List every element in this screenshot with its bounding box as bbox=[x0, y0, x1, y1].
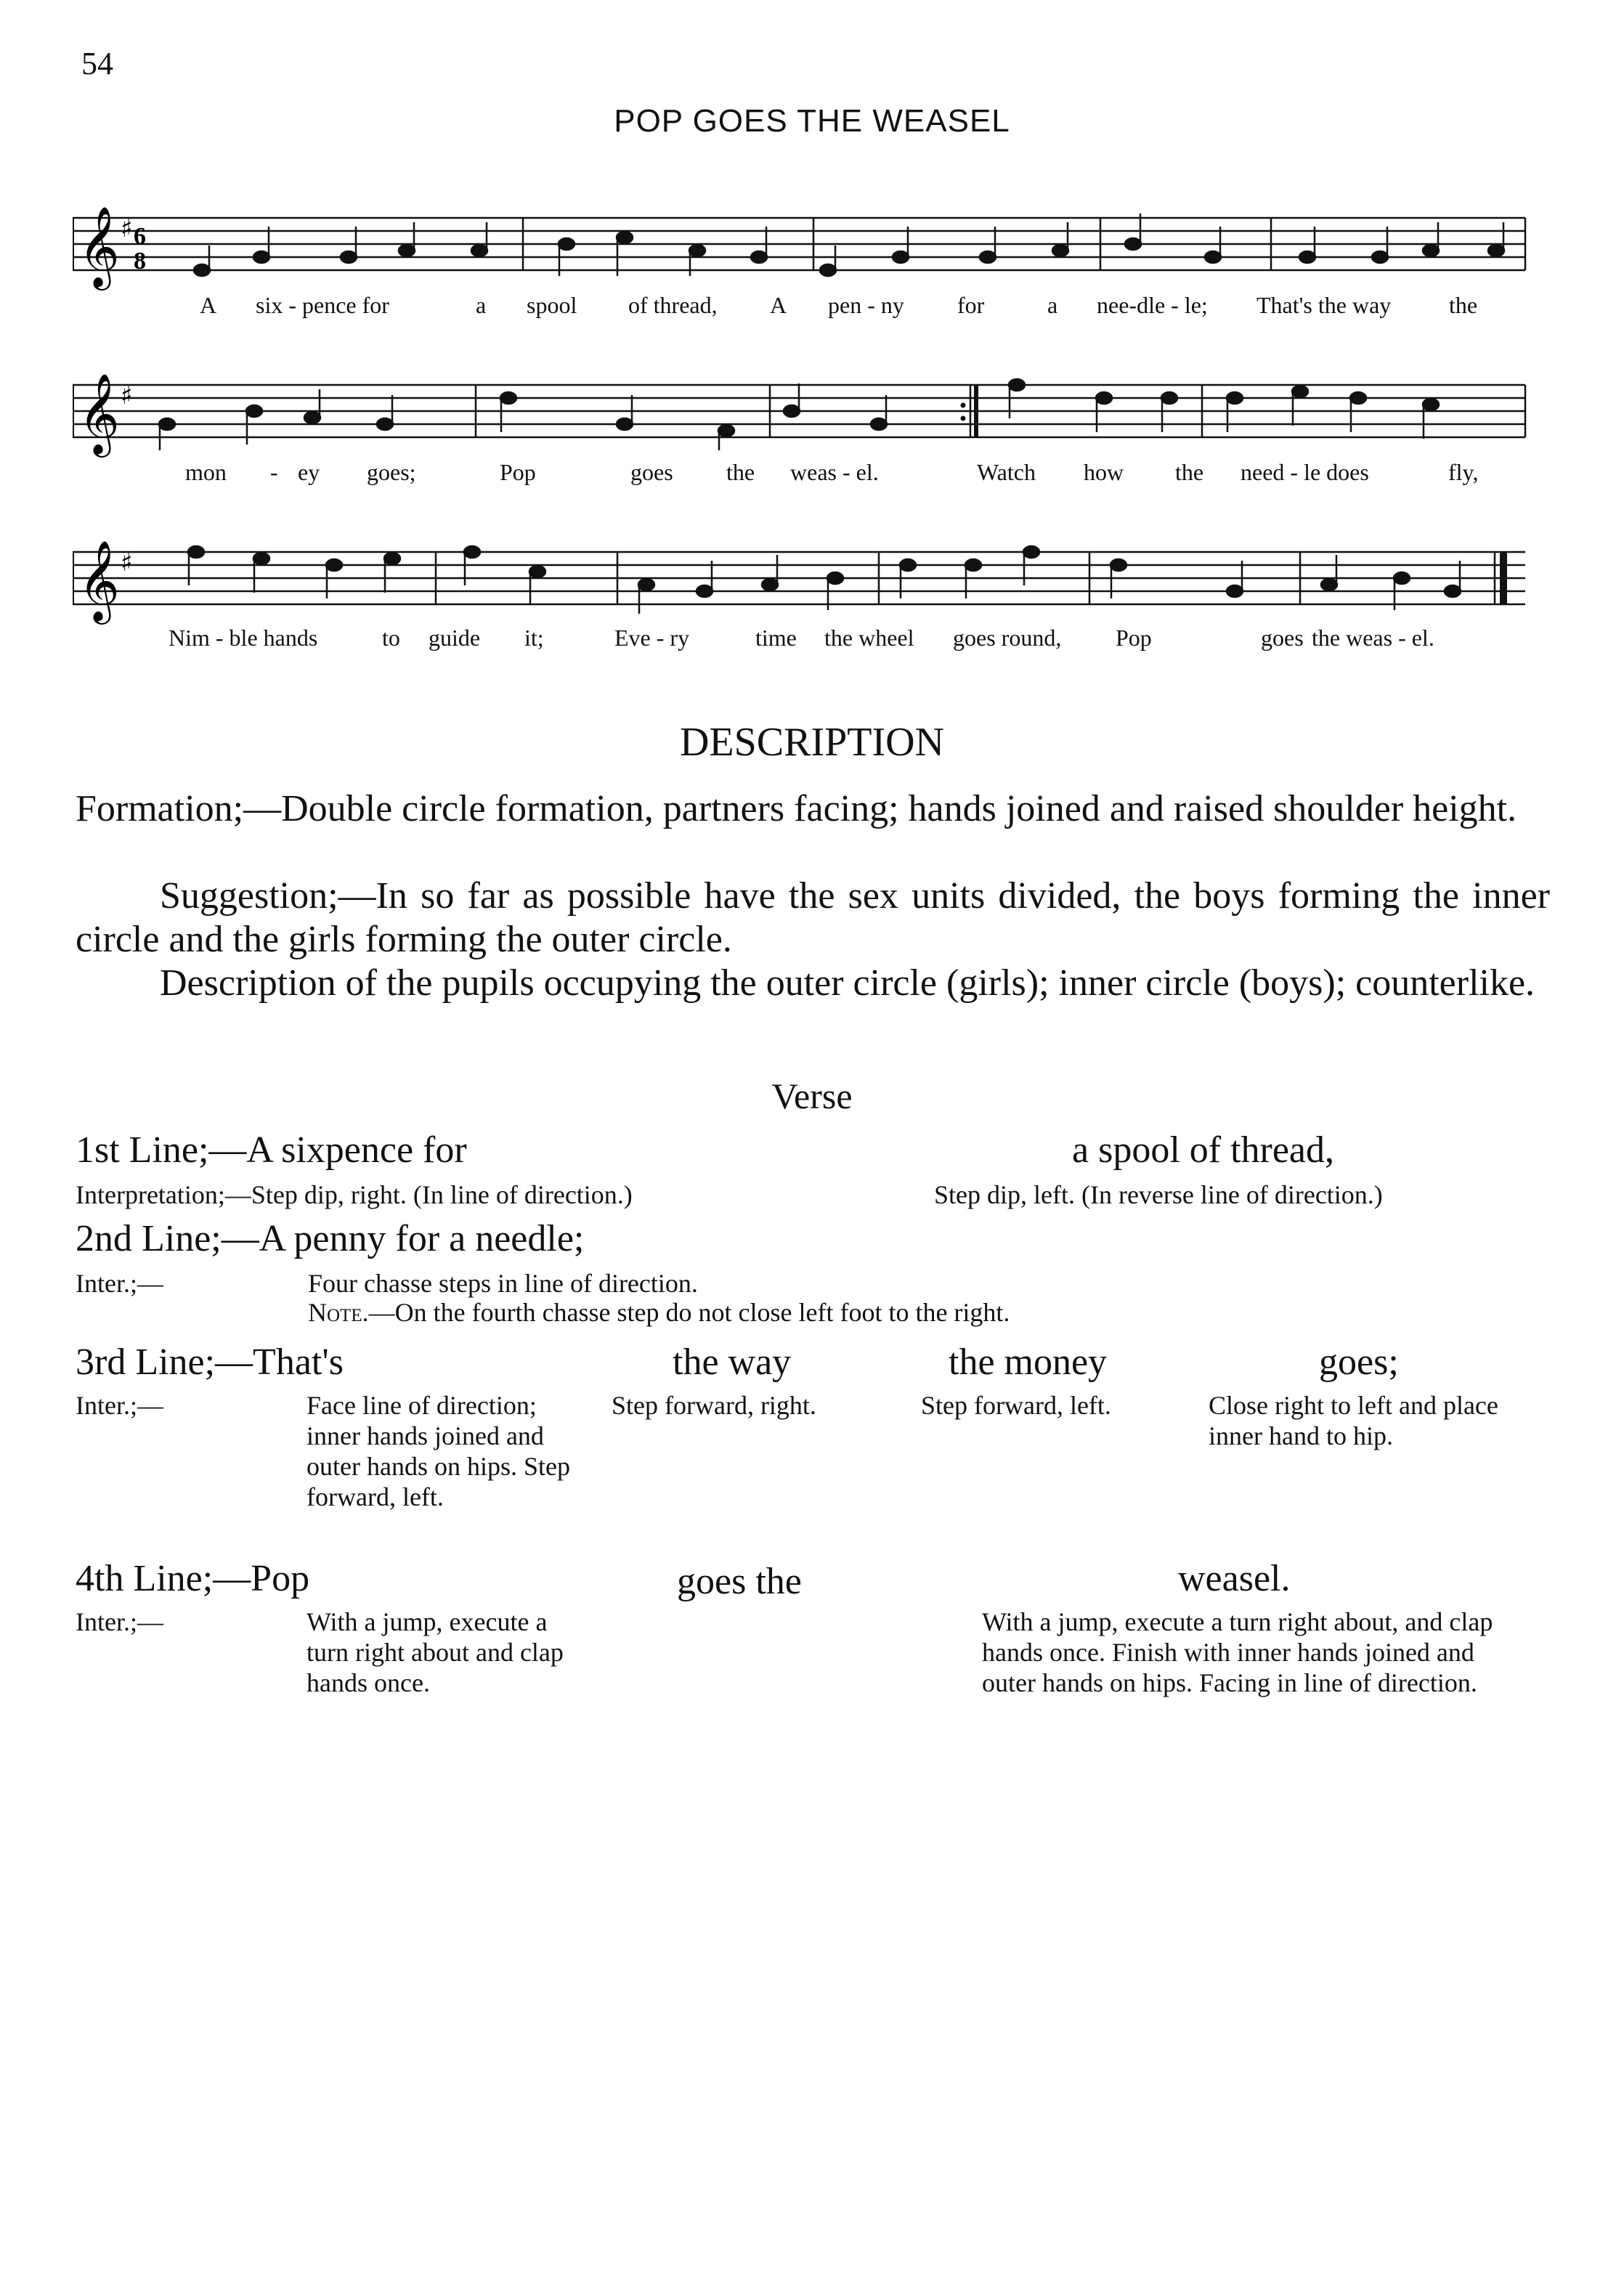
lyric-1-10: That's the way bbox=[1256, 292, 1392, 318]
verse-line-2-inter-text: Four chasse steps in line of direction. bbox=[308, 1269, 698, 1298]
verse-line-3-part4: goes; bbox=[1319, 1341, 1399, 1383]
verse-line-2-note bbox=[308, 1297, 1010, 1328]
verse-line-4-inter-col1: With a jump, execute a turn right about and clap hands once. bbox=[306, 1607, 564, 1697]
svg-text:8: 8 bbox=[134, 248, 146, 275]
suggestion-paragraph: Suggestion;—In so far as possible have the sex units divided, the boys forming the inner circle and the girls forming the outer circle. bbox=[76, 875, 1550, 960]
lyric-1-3: spool bbox=[527, 292, 577, 318]
verse-line-4-part2: goes the bbox=[677, 1561, 802, 1602]
lyric-2-3: goes; bbox=[367, 459, 416, 485]
lyric-2-11: need - le does bbox=[1241, 459, 1369, 485]
lyric-3-10: the weas - el. bbox=[1312, 625, 1434, 651]
verse-line-4-label: 4th Line;—Pop bbox=[76, 1558, 310, 1599]
music-staff-3 bbox=[73, 523, 1532, 625]
lyric-3-5: time bbox=[755, 625, 797, 651]
lyric-3-9: goes bbox=[1261, 625, 1304, 651]
verse-line-2-inter-label: Inter.;— bbox=[76, 1269, 163, 1298]
lyric-1-1: six - pence for bbox=[256, 292, 389, 318]
verse-line-1-interpretation-2: Step dip, left. (In reverse line of direction.) bbox=[934, 1180, 1383, 1209]
lyric-1-9: nee-dle - le; bbox=[1097, 292, 1208, 318]
lyric-2-6: the bbox=[726, 459, 755, 485]
lyric-1-8: a bbox=[1047, 292, 1058, 318]
lyric-3-8: Pop bbox=[1116, 625, 1152, 651]
lyric-1-7: for bbox=[957, 292, 985, 318]
verse-line-3-inter-col2: Step forward, right. bbox=[612, 1391, 816, 1420]
lyric-3-4: Eve - ry bbox=[614, 625, 690, 651]
lyric-2-4: Pop bbox=[500, 459, 536, 485]
lyric-2-8: Watch bbox=[977, 459, 1036, 485]
verse-line-1-interpretation-1: Interpretation;—Step dip, right. (In line of direction.) bbox=[76, 1180, 633, 1209]
verse-line-1-label: 1st Line;—A sixpence for bbox=[76, 1129, 467, 1171]
svg-text:♯: ♯ bbox=[121, 548, 133, 577]
verse-line-3-inter-col4: Close right to left and place inner hand to hip. bbox=[1209, 1391, 1498, 1450]
description-heading: DESCRIPTION bbox=[679, 720, 945, 765]
page-number: 54 bbox=[81, 46, 113, 81]
lyric-3-3: it; bbox=[524, 625, 544, 651]
lyric-2-7: weas - el. bbox=[790, 459, 879, 485]
lyric-2-0: mon bbox=[185, 459, 227, 485]
verse-line-3-inter-col3: Step forward, left. bbox=[921, 1391, 1111, 1420]
lyric-1-4: of thread, bbox=[628, 292, 718, 318]
lyric-2-9: how bbox=[1084, 459, 1124, 485]
lyric-1-11: the bbox=[1449, 292, 1478, 318]
verse-line-2-label: 2nd Line;—A penny for a needle; bbox=[76, 1218, 585, 1259]
lyric-3-2: guide bbox=[429, 625, 481, 651]
svg-text:♯: ♯ bbox=[121, 381, 133, 410]
verse-line-4-part3: weasel. bbox=[1178, 1558, 1291, 1599]
verse-line-3-label: 3rd Line;—That's bbox=[76, 1341, 344, 1383]
lyric-1-6: pen - ny bbox=[828, 292, 904, 318]
note-text: —On the fourth chasse step do not close left foot to the right. bbox=[368, 1298, 1010, 1327]
svg-text:𝄞: 𝄞 bbox=[78, 373, 120, 454]
music-staff-2 bbox=[73, 363, 1532, 465]
music-staff-1 bbox=[73, 203, 1532, 305]
svg-text:𝄞: 𝄞 bbox=[78, 540, 120, 621]
verse-line-3-inter-col1: Face line of direction; inner hands joined and outer hands on hips. Step forward, left. bbox=[306, 1391, 570, 1511]
lyric-2-1: - bbox=[270, 459, 278, 485]
lyric-1-0: A bbox=[200, 292, 217, 318]
lyric-3-1: to bbox=[382, 625, 400, 651]
verse-heading: Verse bbox=[771, 1076, 853, 1116]
description-note-paragraph: Description of the pupils occupying the outer circle (girls); inner circle (boys); counterlike. bbox=[160, 962, 1535, 1004]
lyric-3-6: the wheel bbox=[824, 625, 914, 651]
verse-line-4-inter-label: Inter.;— bbox=[76, 1607, 163, 1636]
svg-text:♯: ♯ bbox=[121, 214, 133, 243]
lyric-2-5: goes bbox=[630, 459, 673, 485]
lyric-1-5: A bbox=[770, 292, 787, 318]
formation-paragraph: Formation;—Double circle formation, partners facing; hands joined and raised shoulder height. bbox=[76, 788, 1517, 829]
note-label: Note. bbox=[308, 1298, 369, 1327]
svg-text:6: 6 bbox=[134, 223, 146, 250]
lyric-2-2: ey bbox=[298, 459, 320, 485]
verse-line-3-inter-label: Inter.;— bbox=[76, 1391, 163, 1420]
verse-line-4-inter-col3: With a jump, execute a turn right about, and clap hands once. Finish with inner hands joined and outer hands on hips. Facing in line of direction. bbox=[982, 1607, 1493, 1697]
lyric-3-0: Nim - ble hands bbox=[169, 625, 318, 651]
song-title: POP GOES THE WEASEL bbox=[614, 103, 1010, 139]
lyric-3-7: goes round, bbox=[953, 625, 1062, 651]
verse-line-3-part3: the money bbox=[949, 1341, 1108, 1383]
lyric-2-12: fly, bbox=[1448, 459, 1479, 485]
lyric-2-10: the bbox=[1175, 459, 1204, 485]
verse-line-3-part2: the way bbox=[673, 1341, 792, 1383]
svg-text:𝄞: 𝄞 bbox=[78, 206, 120, 287]
verse-line-1-part2: a spool of thread, bbox=[1072, 1129, 1335, 1171]
lyric-1-2: a bbox=[476, 292, 487, 318]
